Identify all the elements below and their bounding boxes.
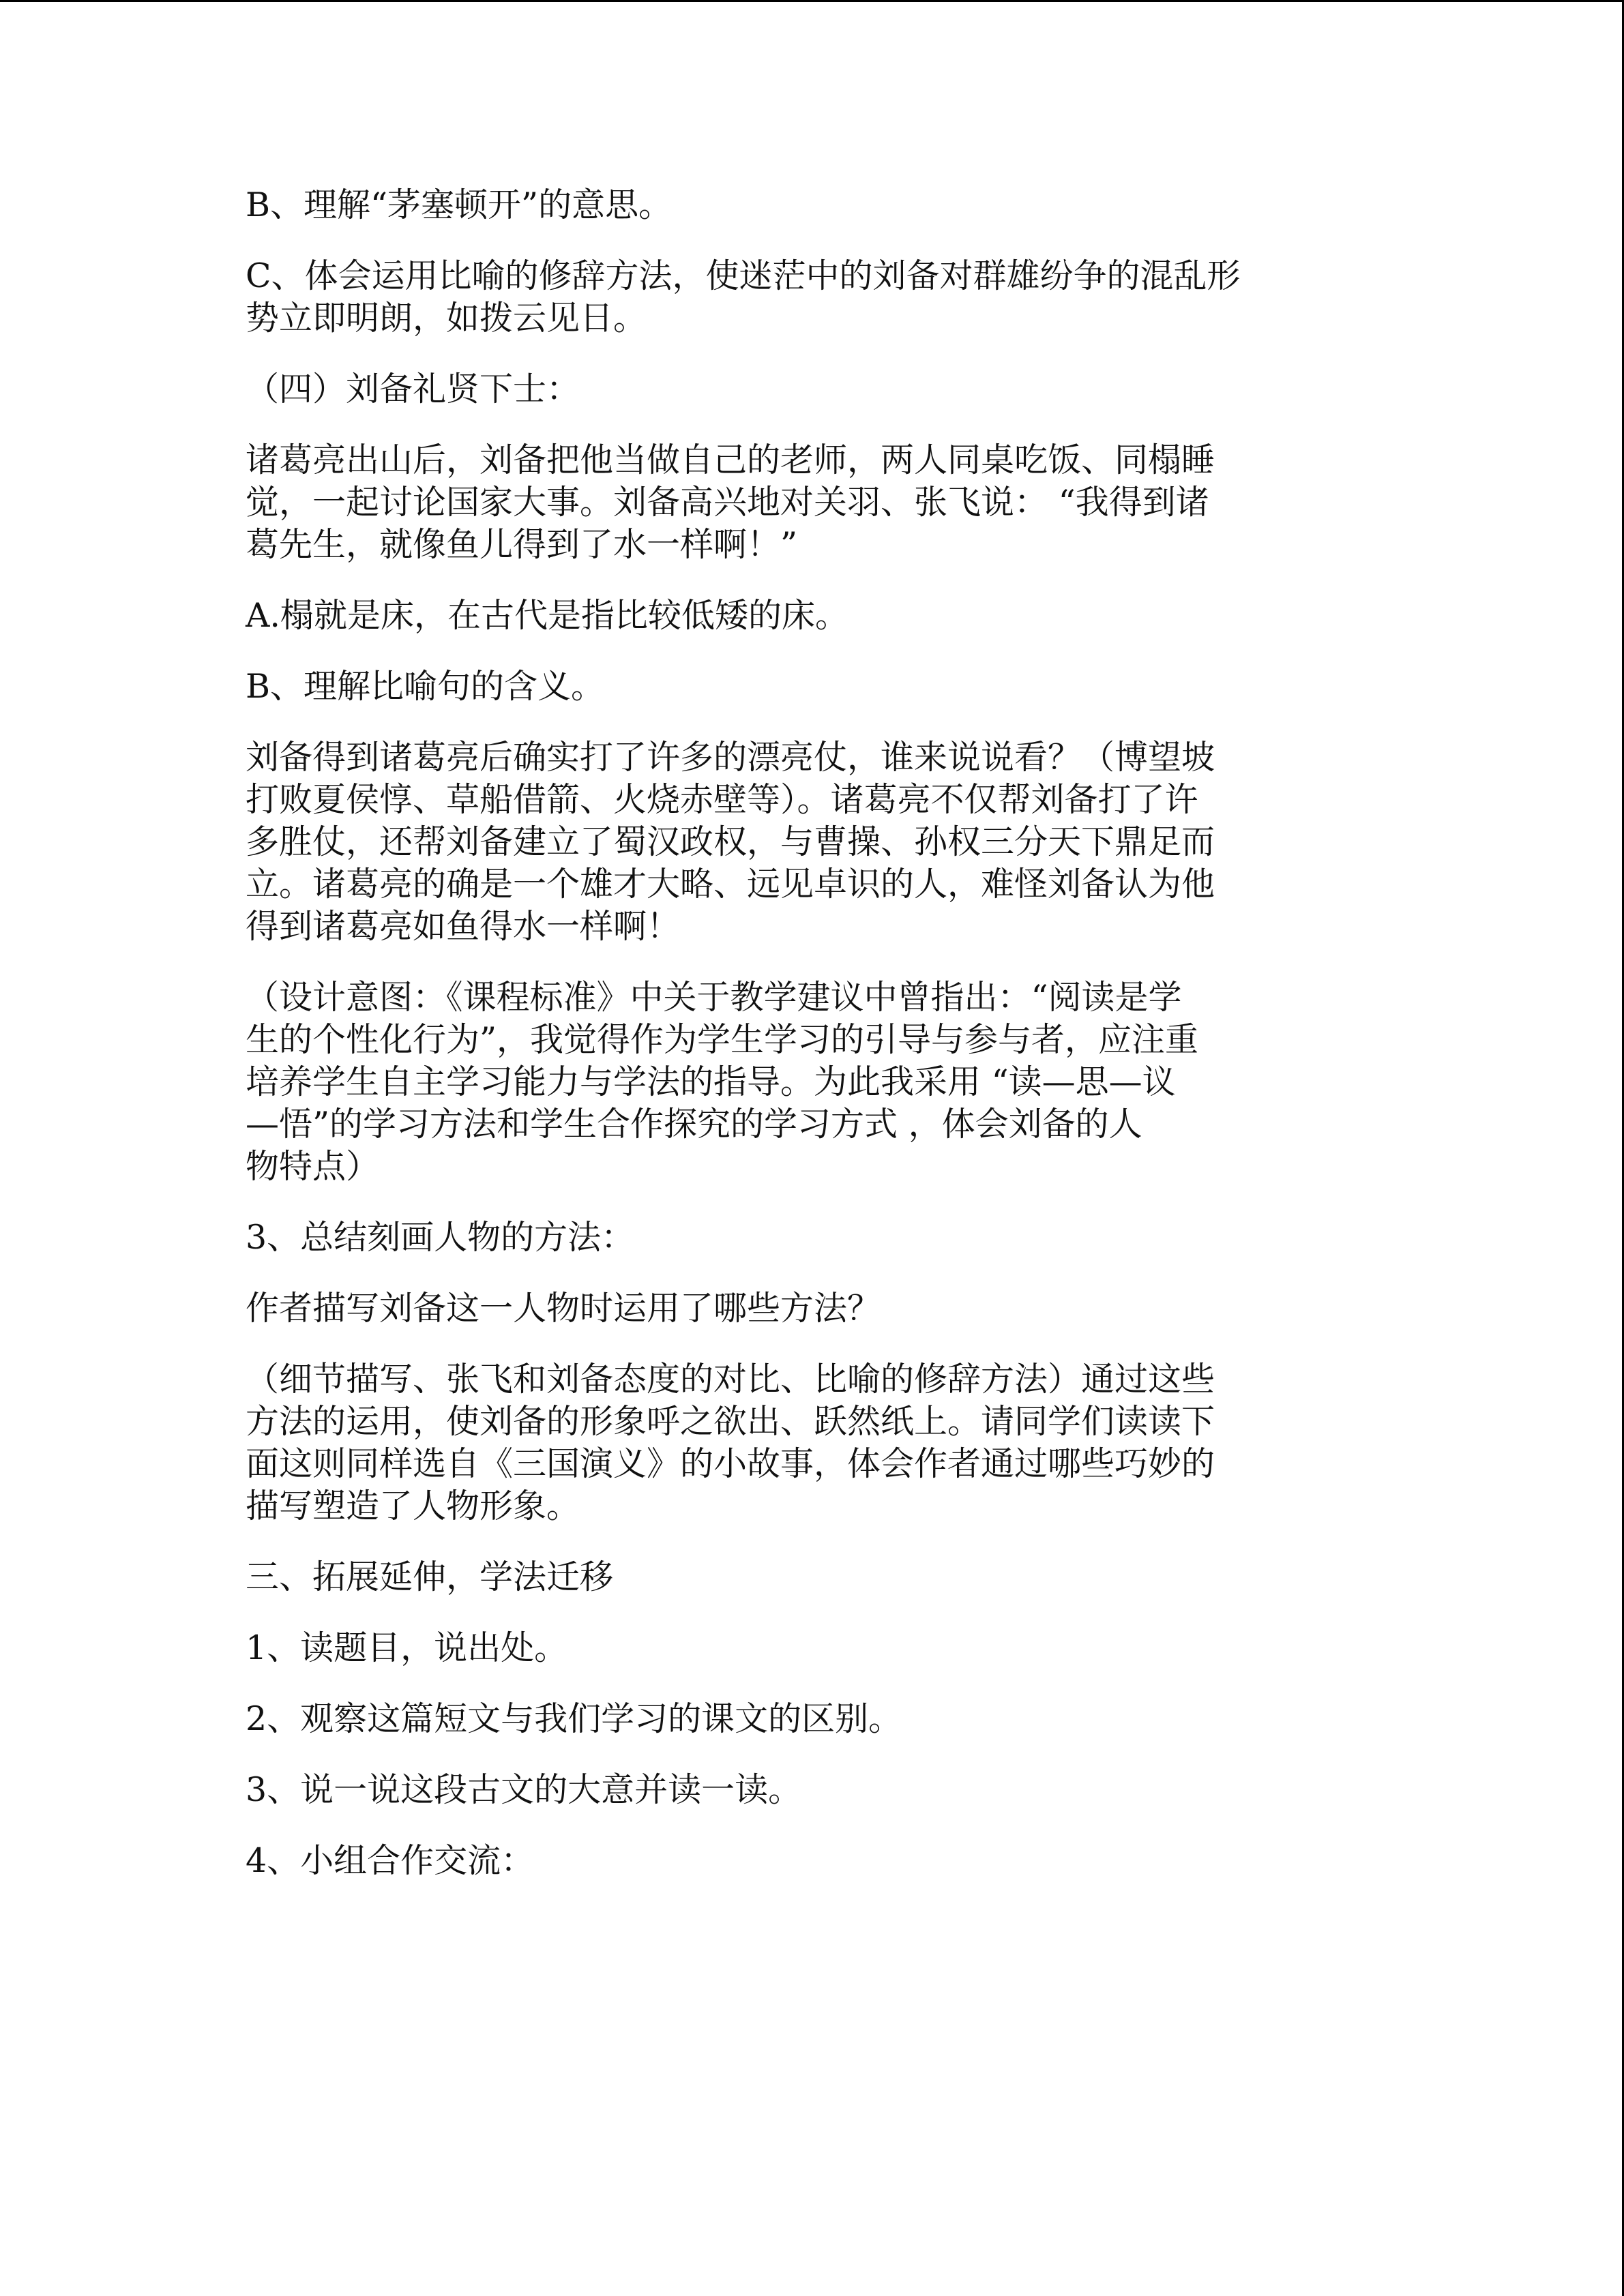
list-item-1 [246, 1627, 1378, 1669]
text-line: 生的个性化行为”，我觉得作为学生学习的引导与参与者，应注重 [246, 1020, 1199, 1059]
text-line: 打败夏侯惇、草船借箭、火烧赤壁等）。诸葛亮不仅帮刘备打了许 [246, 780, 1198, 819]
text-line: 葛先生，就像鱼儿得到了水一样啊！” [246, 525, 798, 564]
text-line: 多胜仗，还帮刘备建立了蜀汉政权，与曹操、孙权三分天下鼎足而 [246, 822, 1215, 861]
heading-summary-methods [246, 1217, 1378, 1259]
text-line: 刘备得到诸葛亮后确实打了许多的漂亮仗，谁来说说看？（博望坡 [246, 738, 1215, 777]
document-body [246, 184, 1378, 1882]
section-heading-extension [246, 1556, 1378, 1598]
paragraph-design-intent [246, 976, 1378, 1188]
text-line: （四）刘备礼贤下士： [246, 370, 580, 408]
paragraph-b-metaphor-meaning [246, 666, 1378, 708]
text-line: 得到诸葛亮如鱼得水一样啊！ [246, 907, 681, 946]
list-item-2 [246, 1698, 1378, 1740]
text-line: B、理解“茅塞顿开”的意思。 [246, 185, 673, 224]
paragraph-methods-answer [246, 1358, 1378, 1527]
text-line: （设计意图：《课程标准》中关于教学建议中曾指出：“阅读是学 [246, 978, 1182, 1017]
paragraph-b-understand-idiom [246, 184, 1378, 226]
paragraph-zhuge-liang-story [246, 439, 1378, 566]
text-line: 描写塑造了人物形象。 [246, 1487, 580, 1525]
text-line: 方法的运用，使刘备的形象呼之欲出、跃然纸上。请同学们读读下 [246, 1402, 1215, 1441]
text-line: 3、总结刻画人物的方法： [246, 1218, 635, 1257]
text-line: （细节描写、张飞和刘备态度的对比、比喻的修辞方法）通过这些 [246, 1360, 1215, 1399]
text-line: 1、读题目，说出处。 [246, 1628, 568, 1667]
text-line: B、理解比喻句的含义。 [246, 667, 605, 706]
text-line: 觉，一起讨论国家大事。刘备高兴地对关羽、张飞说： “我得到诸 [246, 483, 1209, 522]
text-line: 立。诸葛亮的确是一个雄才大略、远见卓识的人，难怪刘备认为他 [246, 865, 1215, 904]
text-line: A.榻就是床，在古代是指比较低矮的床。 [246, 596, 848, 635]
paragraph-c-metaphor [246, 255, 1378, 340]
text-line: 3、说一说这段古文的大意并读一读。 [246, 1770, 802, 1809]
text-line: 作者描写刘备这一人物时运用了哪些方法？ [246, 1289, 881, 1328]
text-line: 4、小组合作交流： [246, 1841, 535, 1880]
text-line: 三、拓展延伸，学法迁移 [246, 1557, 614, 1596]
text-line: 势立即明朗，如拨云见日。 [246, 299, 647, 338]
paragraph-victories [246, 736, 1378, 948]
list-item-4 [246, 1840, 1378, 1882]
text-line: 培养学生自主学习能力与学法的指导。为此我采用 “读—思—议 [246, 1062, 1176, 1101]
text-line: 诸葛亮出山后，刘备把他当做自己的老师，两人同桌吃饭、同榻睡 [246, 441, 1215, 479]
text-line: —悟”的学习方法和学生合作探究的学习方式 ，体会刘备的人 [246, 1105, 1142, 1144]
text-line: 2、观察这篇短文与我们学习的课文的区别。 [246, 1699, 902, 1738]
paragraph-question [246, 1287, 1378, 1330]
text-line: 面这则同样选自《三国演义》的小故事，体会作者通过哪些巧妙的 [246, 1444, 1215, 1483]
list-item-3 [246, 1769, 1378, 1811]
paragraph-a-ta-meaning [246, 595, 1378, 637]
text-line: C、体会运用比喻的修辞方法，使迷茫中的刘备对群雄纷争的混乱形 [246, 256, 1241, 295]
text-line: 物特点） [246, 1147, 380, 1186]
section-heading-four [246, 368, 1378, 411]
